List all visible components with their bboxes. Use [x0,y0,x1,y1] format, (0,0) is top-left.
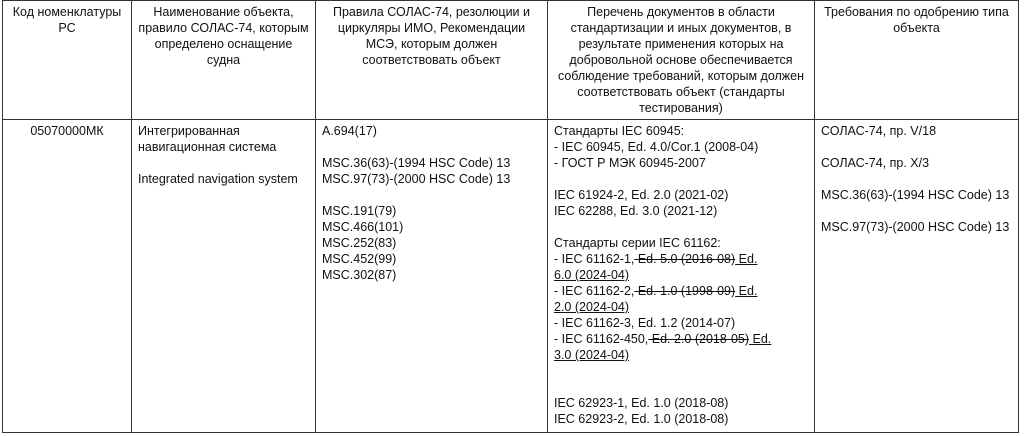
rule-item: MSC.191(79) [322,204,397,218]
rule-item: MSC.302(87) [322,268,397,282]
inserted-text: Ed. [749,332,772,346]
rule-item: MSC.466(101) [322,220,404,234]
standard-item: - IEC 60945, Ed. 4.0/Cor.1 (2008-04) [554,140,759,154]
approval-item: MSC.97(73)-(2000 HSC Code) 13 [821,220,1010,234]
deleted-text: Ed. 1.0 (1998-09) [634,284,736,298]
inserted-text: 6.0 (2024-04) [554,268,630,282]
standard-item-amended: - IEC 61162-450, Ed. 2.0 (2018-05) Ed. [554,332,772,346]
header-rules: Правила СОЛАС-74, резолюции и циркуляры ИМО, Рекомендации МСЭ, которым должен соответствовать объект [316,1,548,120]
rule-item: MSC.252(83) [322,236,397,250]
inserted-text: 2.0 (2024-04) [554,300,630,314]
table-header-row [3,1,1019,120]
requirements-table [2,0,1019,433]
inserted-text: Ed. [735,284,758,298]
item-name-ru: Интегрированная навигационная система [138,124,277,154]
standard-group-title: Стандарты серии IEC 61162: [554,236,721,250]
rule-item: MSC.97(73)-(2000 HSC Code) 13 [322,172,511,186]
deleted-text: Ed. 5.0 (2016-08) [634,252,736,266]
cell-standards [548,120,815,433]
rule-item: MSC.452(99) [322,252,397,266]
header-approval: Требования по одобрению типа объекта [815,1,1019,120]
standard-item: IEC 62923-2, Ed. 1.0 (2018-08) [554,412,729,426]
header-standards: Перечень документов в области стандартизации и иных документов, в результате применения которых на добровольной основе обеспечивается соблюдение требований, которым должен соответствовать объект (стандарты тестирования) [548,1,815,120]
standard-item: IEC 62923-1, Ed. 1.0 (2018-08) [554,396,729,410]
standard-item: IEC 61924-2, Ed. 2.0 (2021-02) [554,188,729,202]
inserted-text: 3.0 (2024-04) [554,348,630,362]
approval-item: СОЛАС-74, пр. X/3 [821,156,930,170]
inserted-text: Ed. [735,252,758,266]
standard-item-amended: - IEC 61162-1, Ed. 5.0 (2016-08) Ed. [554,252,758,266]
cell-approval [815,120,1019,433]
item-code: 05070000МК [30,124,104,138]
standard-item: - ГОСТ Р МЭК 60945-2007 [554,156,706,170]
approval-item: СОЛАС-74, пр. V/18 [821,124,937,138]
deleted-text: Ed. 2.0 (2018-05) [648,332,750,346]
standard-group-title: Стандарты IEC 60945: [554,124,685,138]
table-row [3,120,1019,433]
header-name: Наименование объекта, правило СОЛАС-74, которым определено оснащение судна [132,1,316,120]
cell-code [3,120,132,433]
item-name-en: Integrated navigation system [138,172,298,186]
approval-item: MSC.36(63)-(1994 HSC Code) 13 [821,188,1010,202]
rule-item: A.694(17) [322,124,377,138]
cell-name [132,120,316,433]
cell-rules [316,120,548,433]
rule-item: MSC.36(63)-(1994 HSC Code) 13 [322,156,511,170]
standard-item-amended: - IEC 61162-2, Ed. 1.0 (1998-09) Ed. [554,284,758,298]
header-code: Код номенклатуры РС [3,1,132,120]
standard-item: - IEC 61162-3, Ed. 1.2 (2014-07) [554,316,736,330]
standard-item: IEC 62288, Ed. 3.0 (2021-12) [554,204,718,218]
